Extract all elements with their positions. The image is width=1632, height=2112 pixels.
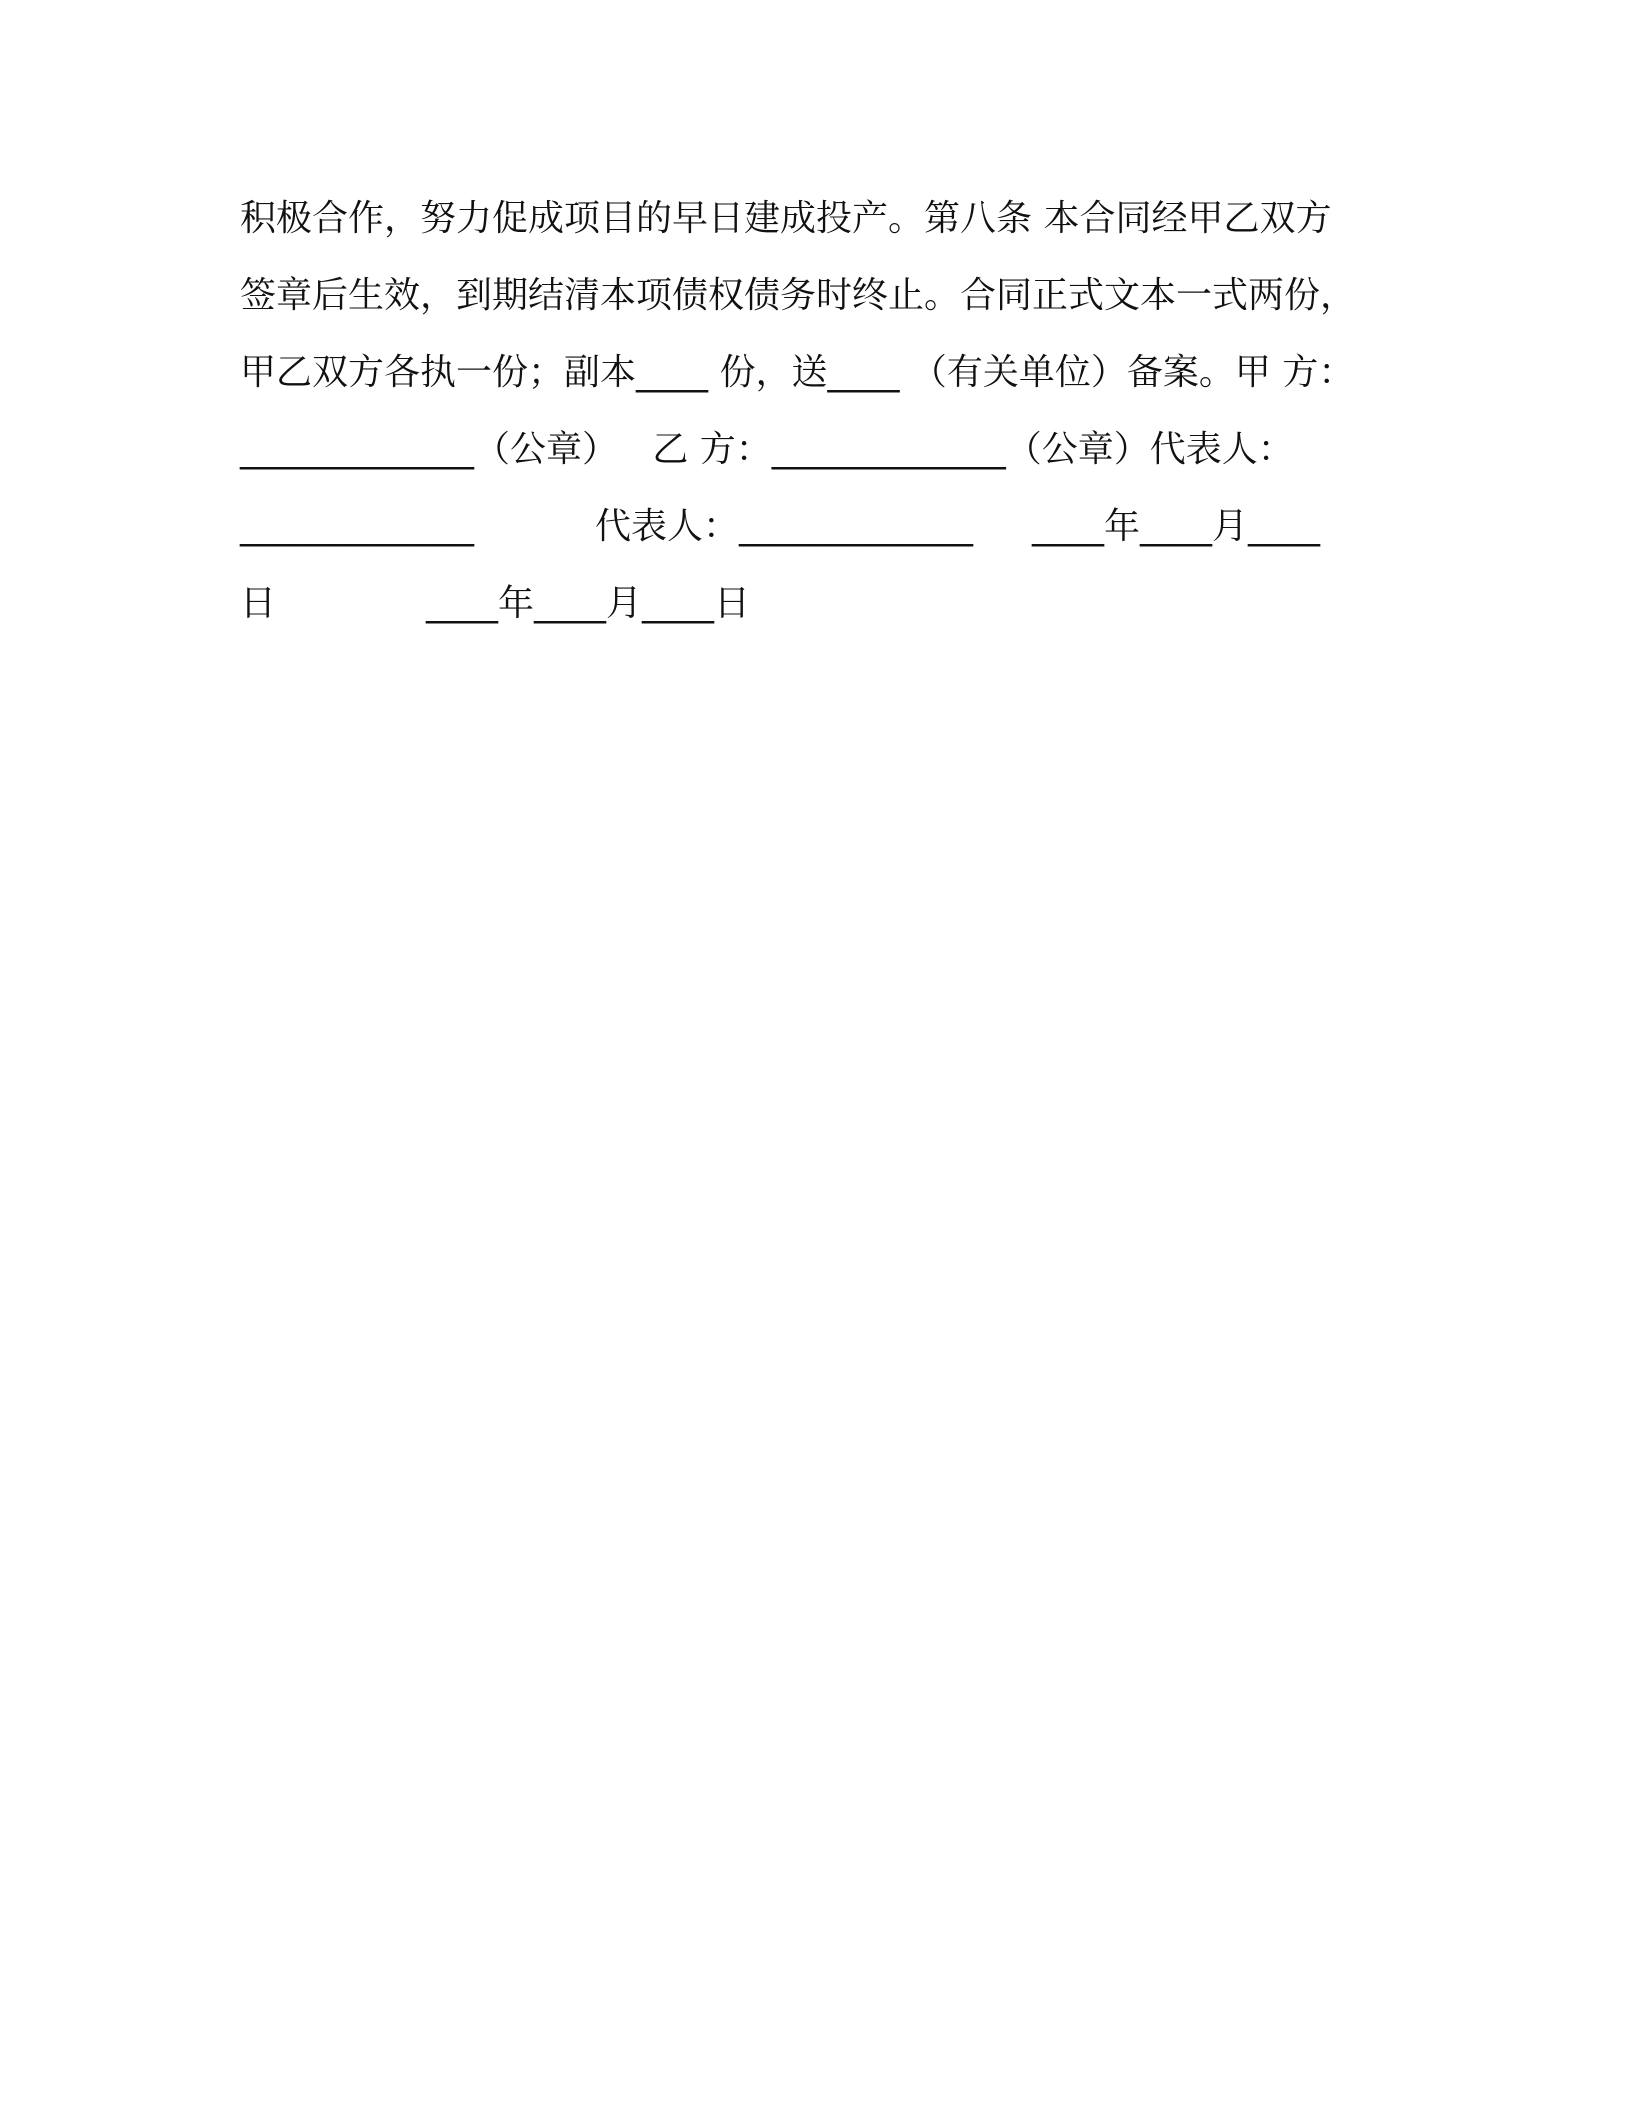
- party-a-representative-blank: _____________: [240, 506, 474, 547]
- text-line-3: [240, 334, 1390, 411]
- text-line-2: [240, 257, 1390, 334]
- text-line-2-content: 签章后生效，到期结清本项债权债务时终止。合同正式文本一式两份，: [240, 275, 1357, 316]
- party-b-date-fill: ____年____月____日: [426, 583, 751, 624]
- party-a-date-fill: ____年____月____: [1032, 506, 1321, 547]
- text-line-6: [240, 565, 1390, 642]
- text-line-1: [240, 180, 1390, 257]
- party-b-representative: 代表人：_____________: [595, 506, 974, 547]
- text-line-3-content: 甲乙双方各执一份；副本____ 份，送____ （有关单位）备案。甲 方：: [240, 352, 1355, 393]
- text-line-1-content: 积极合作，努力促成项目的早日建成投产。第八条 本合同经甲乙双方: [240, 198, 1332, 239]
- text-line-4-content: _____________（公章） 乙 方：_____________（公章）代表人：: [240, 429, 1294, 470]
- text-line-4: [240, 411, 1390, 488]
- contract-text: [240, 180, 1390, 642]
- party-a-date-day: 日: [240, 583, 277, 624]
- text-line-5: [240, 488, 1390, 565]
